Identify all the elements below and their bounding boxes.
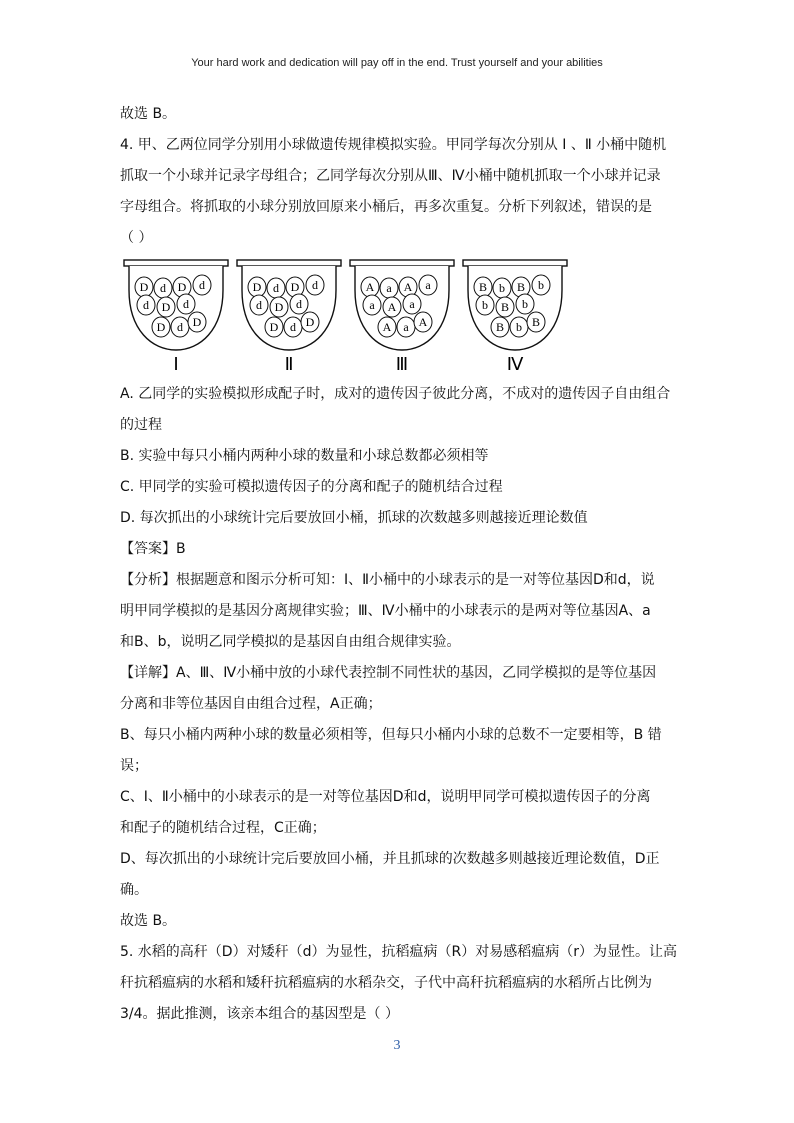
line: C、Ⅰ、Ⅱ小桶中的小球表示的是一对等位基因D和d，说明甲同学可模拟遗传因子的分离 — [120, 789, 651, 805]
ball-letter: d — [290, 320, 296, 334]
bucket-rim — [350, 260, 454, 266]
ball-letter: B — [500, 300, 510, 314]
ball-letter: A — [387, 300, 397, 314]
ball-letter: b — [516, 320, 522, 334]
ball-letter: d — [296, 297, 302, 311]
line: 4. 甲、乙两位同学分别用小球做遗传规律模拟实验。甲同学每次分别从 Ⅰ 、Ⅱ 小桶中随机 — [120, 137, 667, 153]
bucket-label: Ⅱ — [284, 354, 294, 374]
bucket-4 — [463, 260, 567, 374]
line: D、每次抓出的小球统计完后要放回小桶，并且抓球的次数越多则越接近理论数值，D正 — [120, 851, 660, 867]
line: 秆抗稻瘟病的水稻和矮秆抗稻瘟病的水稻杂交，子代中高秆抗稻瘟病的水稻所占比例为 — [120, 975, 652, 991]
ball-letter: d — [177, 320, 183, 334]
ball-letter: B — [478, 280, 488, 294]
line: 故选 B。 — [120, 106, 177, 122]
ball-letter: d — [160, 281, 166, 295]
ball-letter: A — [365, 280, 375, 294]
header-motto: Your hard work and dedication will pay off in the end. Trust yourself and your abilities — [191, 57, 603, 69]
ball-letter: b — [482, 298, 488, 312]
ball-letter: d — [199, 278, 205, 292]
buckets-figure — [118, 250, 568, 375]
ball-letter: A — [403, 280, 413, 294]
ball-letter: B — [495, 320, 505, 334]
bucket-3 — [350, 260, 454, 374]
line: B、每只小桶内两种小球的数量必须相等，但每只小桶内小球的总数不一定要相等，B 错 — [120, 727, 662, 743]
ball-letter: a — [369, 298, 375, 312]
ball-letter: B — [531, 315, 541, 329]
line: A. 乙同学的实验模拟形成配子时，成对的遗传因子彼此分离，不成对的遗传因子自由组合 — [120, 386, 671, 402]
ball-letter: D — [192, 315, 202, 329]
page-number: 3 — [393, 1038, 401, 1053]
bucket-1 — [124, 260, 228, 374]
bucket-label: Ⅲ — [395, 354, 409, 374]
line: 的过程 — [120, 417, 162, 433]
line: 【详解】A、Ⅲ、Ⅳ小桶中放的小球代表控制不同性状的基因，乙同学模拟的是等位基因 — [120, 665, 657, 681]
ball-letter: a — [386, 281, 392, 295]
line: 字母组合。将抓取的小球分别放回原来小桶后，再多次重复。分析下列叙述，错误的是 — [120, 199, 652, 215]
bucket-label: Ⅰ — [173, 354, 179, 374]
line: 【分析】根据题意和图示分析可知：Ⅰ、Ⅱ小桶中的小球表示的是一对等位基因D和d，说 — [120, 572, 655, 588]
bucket-label: Ⅳ — [506, 354, 524, 374]
bucket-2 — [237, 260, 341, 374]
ball-letter: b — [522, 297, 528, 311]
ball-letter: a — [409, 297, 415, 311]
line: 【答案】B — [120, 541, 186, 557]
line: 确。 — [120, 882, 148, 898]
ball-letter: d — [143, 298, 149, 312]
ball-letter: b — [499, 281, 505, 295]
ball-letter: D — [139, 280, 149, 294]
ball-letter: B — [516, 280, 526, 294]
line: 和B、b，说明乙同学模拟的是基因自由组合规律实验。 — [120, 634, 461, 650]
line: 和配子的随机结合过程，C正确； — [120, 820, 326, 836]
ball-letter: A — [418, 315, 428, 329]
line: 误； — [120, 758, 148, 774]
ball-letter: D — [290, 280, 300, 294]
bucket-rim — [124, 260, 228, 266]
ball-letter: D — [274, 300, 284, 314]
ball-letter: A — [382, 320, 392, 334]
ball-letter: D — [161, 300, 171, 314]
ball-letter: D — [156, 320, 166, 334]
ball-letter: d — [256, 298, 262, 312]
line: （ ） — [120, 230, 153, 246]
line: D. 每次抓出的小球统计完后要放回小桶，抓球的次数越多则越接近理论数值 — [120, 510, 588, 526]
ball-letter: a — [425, 278, 431, 292]
ball-letter: D — [252, 280, 262, 294]
ball-letter: d — [312, 278, 318, 292]
ball-letter: d — [183, 297, 189, 311]
ball-letter: D — [305, 315, 315, 329]
line: 明甲同学模拟的是基因分离规律实验；Ⅲ、Ⅳ小桶中的小球表示的是两对等位基因A、a — [120, 603, 651, 619]
bucket-rim — [463, 260, 567, 266]
line: B. 实验中每只小桶内两种小球的数量和小球总数都必须相等 — [120, 448, 489, 464]
ball-letter: d — [273, 281, 279, 295]
line: 5. 水稻的高秆（D）对矮秆（d）为显性，抗稻瘟病（R）对易感稻瘟病（r）为显性。让高 — [120, 944, 677, 960]
ball-letter: D — [177, 280, 187, 294]
line: 抓取一个小球并记录字母组合；乙同学每次分别从Ⅲ、Ⅳ小桶中随机抓取一个小球并记录 — [120, 168, 661, 184]
line: C. 甲同学的实验可模拟遗传因子的分离和配子的随机结合过程 — [120, 479, 503, 495]
ball-letter: b — [538, 278, 544, 292]
line: 故选 B。 — [120, 913, 177, 929]
ball-letter: D — [269, 320, 279, 334]
line: 分离和非等位基因自由组合过程，A正确； — [120, 696, 382, 712]
bucket-rim — [237, 260, 341, 266]
ball-letter: a — [403, 320, 409, 334]
line: 3/4。据此推测，该亲本组合的基因型是（ ） — [120, 1006, 399, 1022]
